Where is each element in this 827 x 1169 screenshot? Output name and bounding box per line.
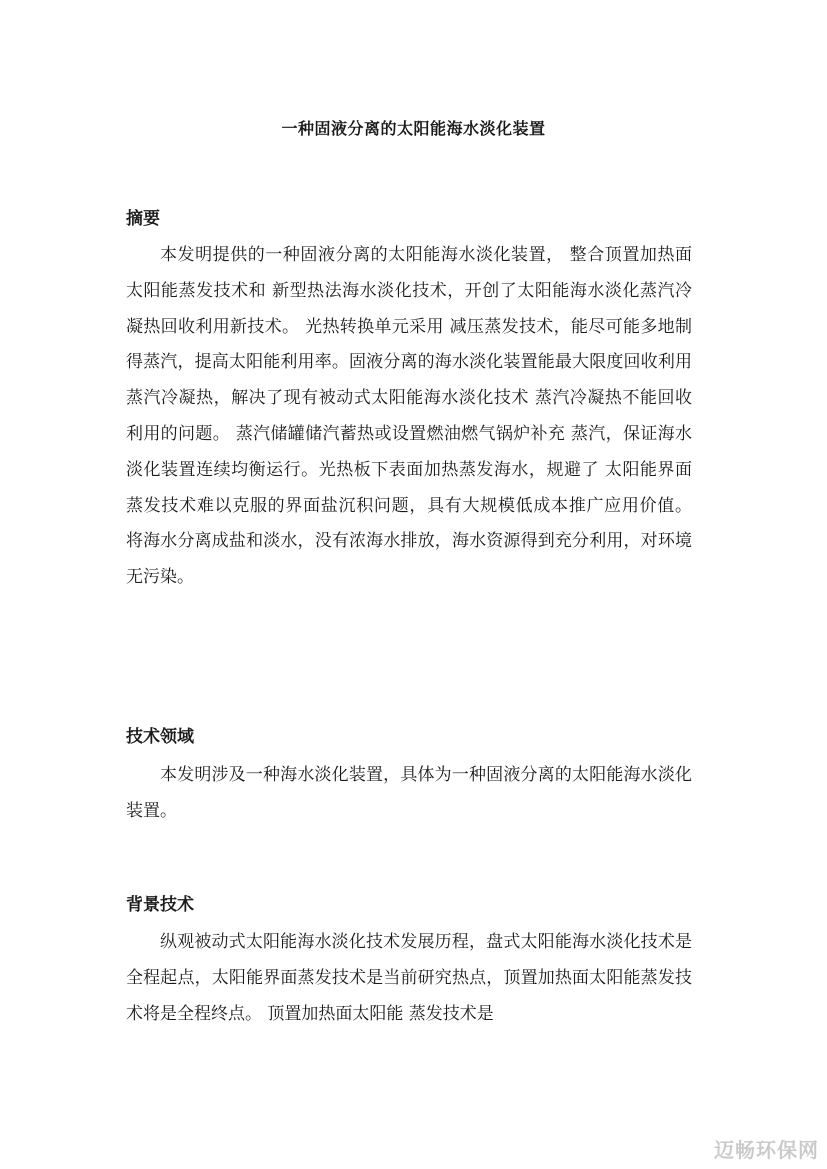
section-heading-abstract: 摘要: [126, 209, 160, 229]
section-heading-background: 背景技术: [126, 895, 194, 915]
abstract-paragraph: 本发明提供的一种固液分离的太阳能海水淡化装置， 整合顶置加热面太阳能蒸发技术和 新型热法海水淡化技术，开创了太阳能海水淡化蒸汽冷凝热回收利用新技术。 光热转换单元采用 减压蒸发技术，能尽可能多地制得蒸汽，提高太阳能利用率。固液分离的海水淡化装置能最大限度回收利用蒸汽冷凝热，解决了现有被动式太阳能海水淡化技术 蒸汽冷凝热不能回收利用的问题。 蒸汽储罐储汽蓄热或设置燃油燃气锅炉补充 蒸汽，保证海水淡化装置连续均衡运行。光热板下表面加热蒸发海水，规避了 太阳能界面蒸发技术难以克服的界面盐沉积问题，具有大规模低成本推广应用价值。 将海水分离成盐和淡水，没有浓海水排放，海水资源得到充分利用，对环境无污染。: [126, 245, 692, 588]
background-paragraph: 纵观被动式太阳能海水淡化技术发展历程，盘式太阳能海水淡化技术是全程起点，太阳能界面蒸发技术是当前研究热点，顶置加热面太阳能蒸发技术将是全程终点。 顶置加热面太阳能 蒸发技术是: [126, 932, 692, 1024]
section-heading-technical-field: 技术领域: [126, 727, 194, 747]
technical-field-paragraph: 本发明涉及一种海水淡化装置，具体为一种固液分离的太阳能海水淡化装置。: [126, 765, 692, 821]
document-title: 一种固液分离的太阳能海水淡化装置: [281, 119, 546, 138]
site-watermark: 迈畅环保网: [714, 1138, 819, 1162]
